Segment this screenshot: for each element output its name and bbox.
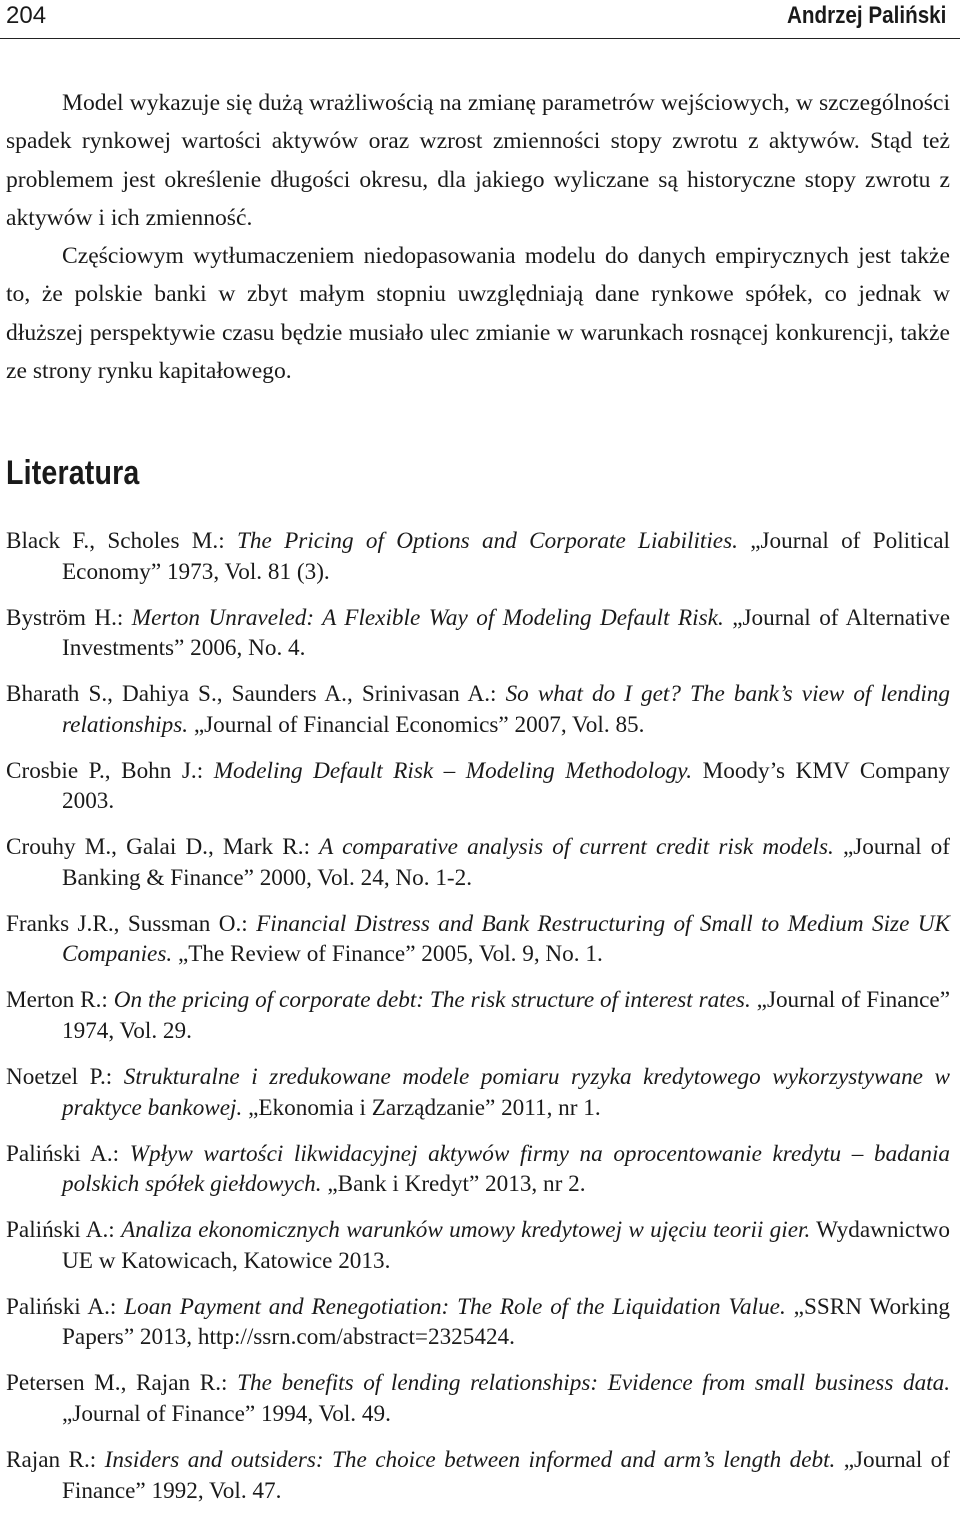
reference-authors: Rajan R.: (6, 1446, 105, 1473)
reference-authors: Crosbie P., Bohn J.: (6, 757, 214, 784)
reference-item (6, 1368, 950, 1429)
reference-authors: Paliński A.: (6, 1140, 130, 1167)
reference-authors: Byström H.: (6, 604, 132, 631)
reference-item (6, 1062, 950, 1123)
reference-authors: Paliński A.: (6, 1217, 122, 1244)
reference-source: „Journal of Alternative Investments” 2006, No. 4. (62, 604, 950, 662)
paragraph: Częściowym wytłumaczeniem niedopasowania modelu do danych empirycznych jest także to, że polskie banki w zbyt małym stopniu uwzględniają dane rynkowe spółek, co jednak w dłuższej perspektywie czasu będzie musiało ulec zmianie w warunkach rosnącej konkurencji, także ze strony rynku kapitałowego. (6, 243, 950, 385)
running-head-author: Andrzej Paliński (786, 2, 946, 29)
reference-authors: Crouhy M., Galai D., Mark R.: (6, 834, 320, 861)
reference-item (6, 603, 950, 664)
body-text (6, 84, 950, 390)
reference-title: Analiza ekonomicznych warunków umowy kredytowej w ujęciu teorii gier. (121, 1217, 811, 1244)
reference-authors: Bharath S., Dahiya S., Saunders A., Srinivasan A.: (6, 681, 506, 708)
reference-source: „Journal of Banking & Finance” 2000, Vol. 24, No. 1-2. (62, 834, 950, 891)
section-title: Literatura (6, 454, 140, 492)
reference-authors: Merton R.: (6, 987, 114, 1014)
page-header (0, 0, 960, 39)
reference-item (6, 679, 950, 740)
reference-source: „Ekonomia i Zarządzanie” 2011, nr 1. (242, 1094, 601, 1121)
reference-item (6, 756, 950, 817)
reference-item (6, 985, 950, 1046)
reference-item (6, 526, 950, 587)
reference-source: „Journal of Finance” 1994, Vol. 49. (62, 1400, 391, 1427)
reference-item (6, 1445, 950, 1506)
reference-item (6, 1215, 950, 1276)
reference-title: Financial Distress and Bank Restructuring of Small to Medium Size UK Companies. (62, 910, 950, 968)
reference-list (6, 526, 950, 1522)
reference-source: „Journal of Finance” 1974, Vol. 29. (62, 987, 951, 1045)
reference-source: „Journal of Political Economy” 1973, Vol. 81 (3). (62, 528, 950, 585)
reference-title: Modeling Default Risk – Modeling Methodology. (213, 757, 693, 784)
reference-item (6, 909, 950, 970)
reference-title: A comparative analysis of current credit risk models. (319, 834, 834, 861)
reference-source: „Bank i Kredyt” 2013, nr 2. (321, 1171, 586, 1198)
reference-source: Moody’s KMV Company 2003. (62, 757, 951, 815)
reference-source: „Journal of Financial Economics” 2007, Vol. 85. (188, 711, 645, 738)
reference-title: Insiders and outsiders: The choice between informed and arm’s length debt. (104, 1446, 836, 1473)
reference-item (6, 1139, 950, 1200)
reference-title: Merton Unraveled: A Flexible Way of Modeling Default Risk. (131, 604, 724, 631)
reference-source: „Journal of Finance” 1992, Vol. 47. (62, 1446, 950, 1504)
reference-title: Loan Payment and Renegotiation: The Role of the Liquidation Value. (124, 1293, 786, 1320)
reference-title: On the pricing of corporate debt: The risk structure of interest rates. (113, 987, 751, 1014)
reference-item (6, 832, 950, 893)
reference-title: So what do I get? The bank’s view of lending relationships. (62, 681, 950, 738)
reference-source: Wydawnictwo UE w Katowicach, Katowice 2013. (62, 1217, 950, 1274)
reference-source: „SSRN Working Papers” 2013, http://ssrn.com/abstract=2325424. (62, 1293, 950, 1351)
paragraph: Model wykazuje się dużą wrażliwością na zmianę parametrów wejściowych, w szczególności spadek rynkowej wartości aktywów oraz wzrost zmienności stopy zwrotu z aktywów. Stąd też problemem jest określenie długości okresu, dla jakiego wyliczane są historyczne stopy zwrotu z aktywów i ich zmienność. (6, 90, 950, 231)
reference-title: Strukturalne i zredukowane modele pomiaru ryzyka kredytowego wykorzystywane w praktyce bankowej. (62, 1064, 950, 1121)
page-number: 204 (6, 2, 47, 29)
reference-title: Wpływ wartości likwidacyjnej aktywów firmy na oprocentowanie kredytu – badania polskich spółek giełdowych. (62, 1140, 950, 1198)
reference-item (6, 1292, 950, 1353)
reference-source: „The Review of Finance” 2005, Vol. 9, No. 1. (172, 941, 603, 968)
reference-authors: Noetzel P.: (6, 1064, 124, 1091)
reference-title: The Pricing of Options and Corporate Liabilities. (236, 528, 738, 554)
reference-authors: Paliński A.: (6, 1293, 125, 1320)
reference-authors: Petersen M., Rajan R.: (6, 1370, 238, 1397)
reference-authors: Franks J.R., Sussman O.: (6, 910, 257, 937)
reference-title: The benefits of lending relationships: Evidence from small business data. (237, 1370, 950, 1397)
reference-authors: Black F., Scholes M.: (6, 528, 237, 554)
